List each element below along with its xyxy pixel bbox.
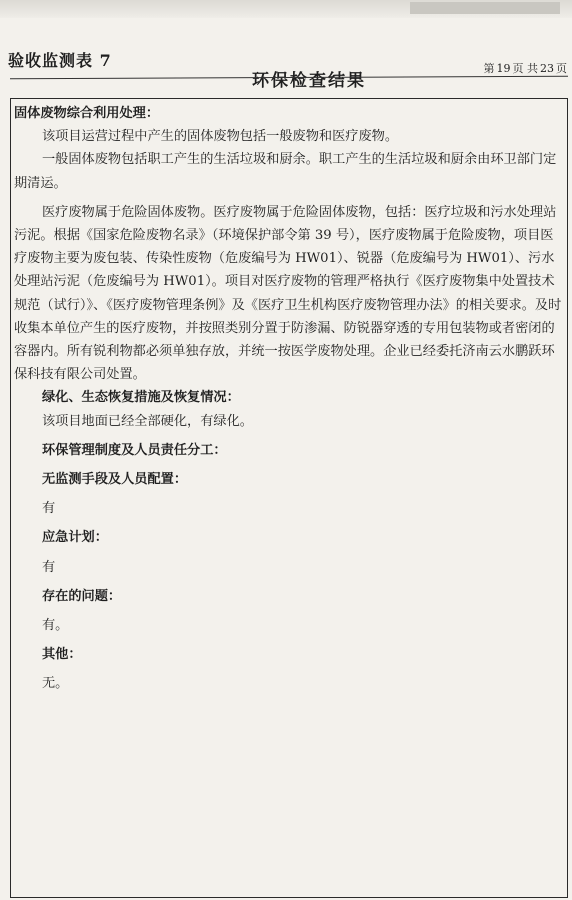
greening-text: 该项目地面已经全部硬化，有绿化。 [42, 413, 253, 429]
greening-heading: 绿化、生态恢复措施及恢复情况： [42, 390, 240, 406]
page-prefix: 第 [483, 62, 495, 75]
page-number [483, 60, 569, 76]
form-label: 验收监测表 7 [8, 51, 112, 70]
emergency-text: 有 [42, 559, 56, 575]
monitoring-text: 有 [42, 501, 56, 517]
solid-waste-paragraph-1: 该项目运营过程中产生的固体废物包括一般废物和医疗废物。 [42, 129, 399, 145]
solid-waste-paragraph-2: 一般固体废物包括职工产生的生活垃圾和厨余。职工产生的生活垃圾和厨余由环卫部门定期清运。 [14, 152, 557, 191]
page-current: 19 [496, 62, 511, 75]
solid-waste-heading: 固体废物综合利用处理： [14, 106, 160, 121]
page-total: 23 [540, 62, 554, 75]
management-heading: 环保管理制度及人员责任分工： [42, 442, 227, 458]
solid-waste-paragraph-3: 医疗废物属于危险固体废物。医疗废物属于危险固体废物，包括：医疗垃圾和污水处理站污泥。根据《国家危险废物名录》（环境保护部令第 39 号），医疗废物属于危险废物，项目医疗废物主要为废包装、传染性废物（危废编号为 HW01）、锐器（危废编号为 HW01）、污水处理站污泥（危废编号为 HW01）。项目对医疗废物的管理严格执行《医疗废物集中处置技术规范（试行）》、《医疗废物管理条例》及《医疗卫生机构医疗废物管理办法》的相关要求。及时收集本单位产生的医疗废物，并按照类别分置于防渗漏、防锐器穿透的专用包装物或者密闭的容器内。所有锐利物都必须单独存放，并统一按医学废物处理。企业已经委托济南云水鹏跃环保科技有限公司处置。 [14, 204, 562, 383]
issues-heading: 存在的问题： [42, 588, 122, 604]
other-text: 无。 [42, 676, 69, 692]
document-body [14, 102, 566, 696]
scan-edge [0, 0, 572, 18]
other-heading: 其他： [42, 647, 82, 663]
issues-text: 有。 [42, 618, 69, 634]
page-suffix: 页 [556, 62, 567, 75]
page-title: 环保检查结果 [252, 71, 366, 91]
monitoring-heading: 无监测手段及人员配置： [42, 472, 188, 488]
emergency-heading: 应急计划： [42, 530, 108, 546]
page-mid: 页 共 [512, 62, 538, 75]
